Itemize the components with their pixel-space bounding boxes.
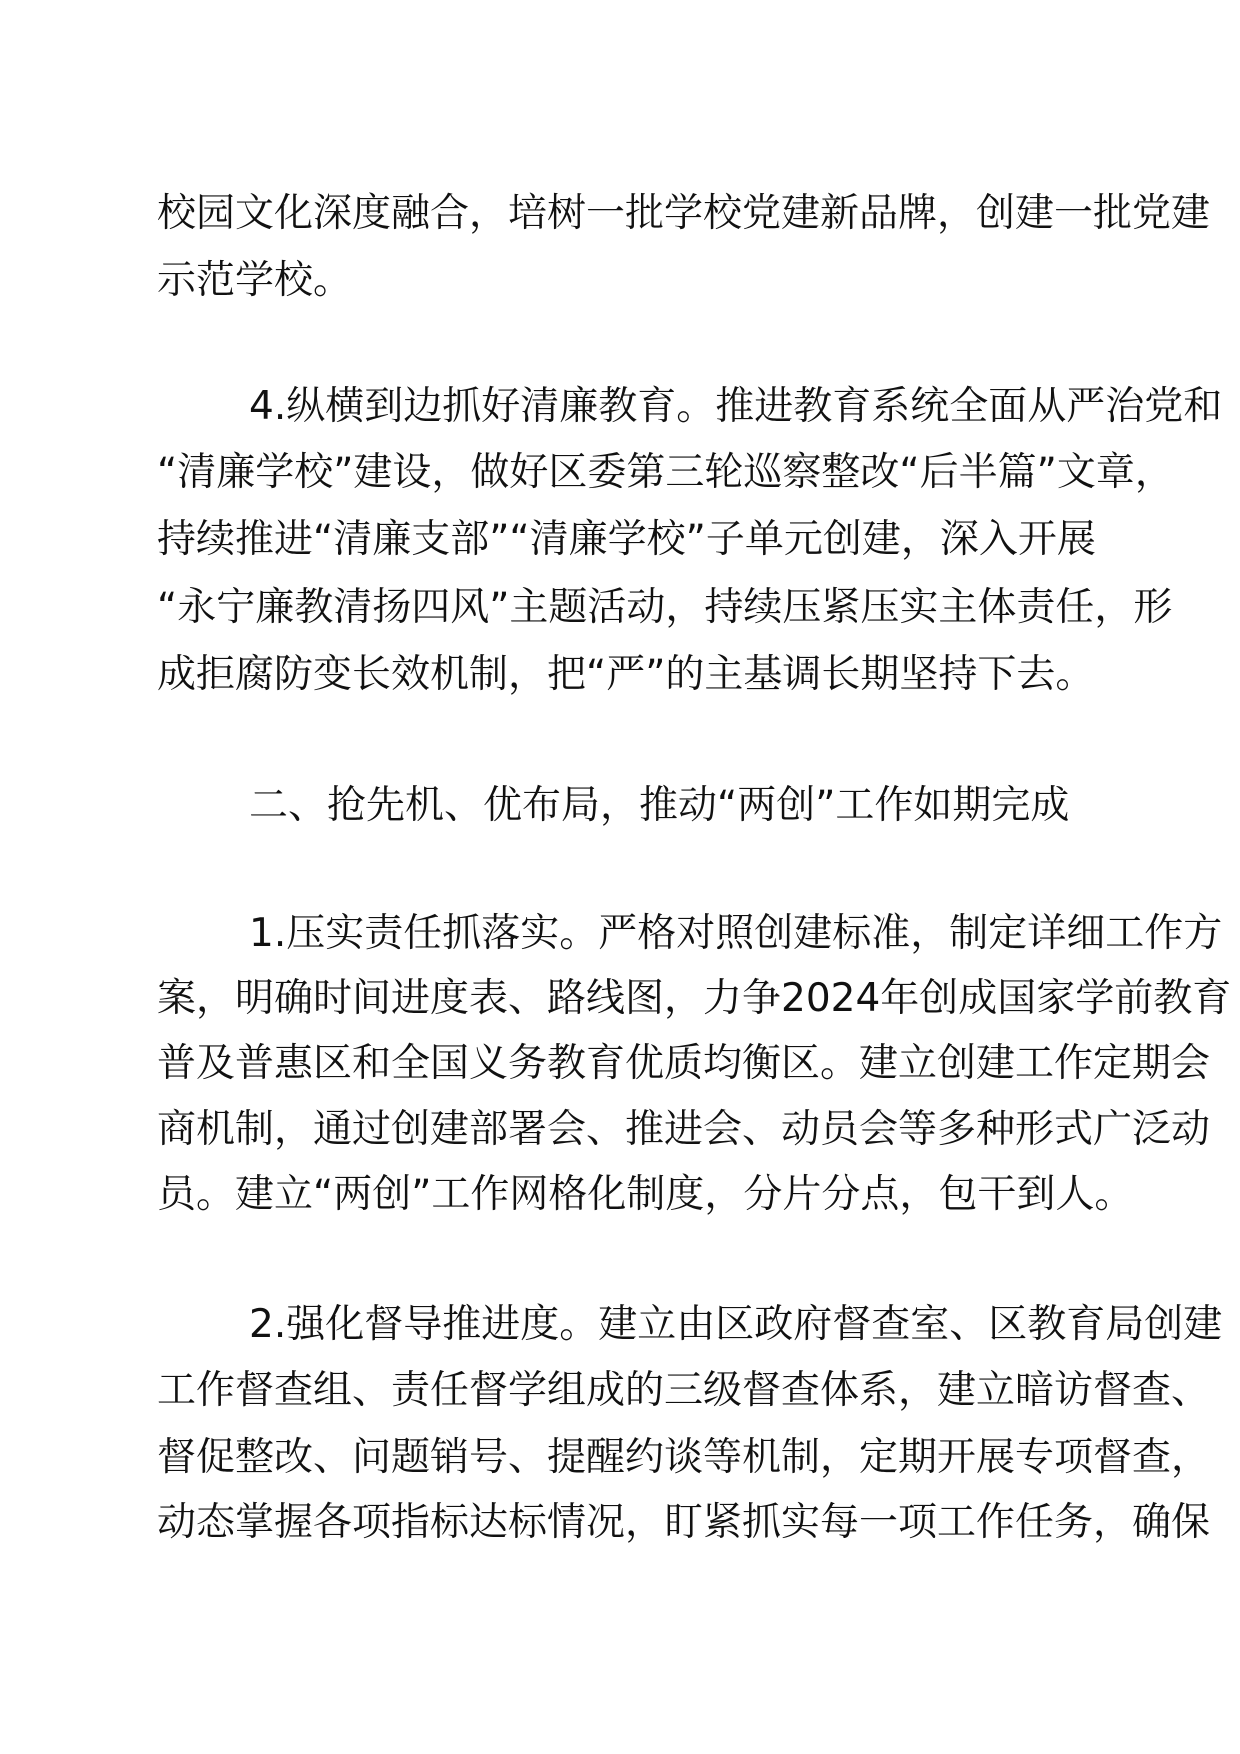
paragraph-line: 督促整改、问题销号、提醒约谈等机制，定期开展专项督查， [157, 1435, 1211, 1480]
section-heading: 二、抢先机、优布局，推动“两创”工作如期完成 [249, 783, 1070, 828]
paragraph-line: “永宁廉教清扬四风”主题活动，持续压紧压实主体责任，形 [157, 585, 1173, 630]
paragraph-line: 员。建立“两创”工作网格化制度，分片分点，包干到人。 [157, 1172, 1134, 1217]
paragraph-line: 校园文化深度融合，培树一批学校党建新品牌，创建一批党建 [157, 191, 1211, 236]
paragraph-line: 示范学校。 [157, 258, 353, 303]
paragraph-line: 持续推进“清廉支部”“清廉学校”子单元创建，深入开展 [157, 517, 1096, 562]
paragraph-line: 2.强化督导推进度。建立由区政府督查室、区教育局创建 [249, 1302, 1223, 1347]
paragraph-line: 成拒腐防变长效机制，把“严”的主基调长期坚持下去。 [157, 652, 1095, 697]
paragraph-line: 商机制，通过创建部署会、推进会、动员会等多种形式广泛动 [157, 1107, 1211, 1152]
paragraph-line: 1.压实责任抓落实。严格对照创建标准，制定详细工作方 [249, 911, 1223, 956]
paragraph-line: 工作督查组、责任督学组成的三级督查体系，建立暗访督查、 [157, 1368, 1211, 1413]
paragraph-line: “清廉学校”建设，做好区委第三轮巡察整改“后半篇”文章， [157, 450, 1174, 495]
paragraph-line: 4.纵横到边抓好清廉教育。推进教育系统全面从严治党和 [249, 384, 1223, 429]
paragraph-line: 案，明确时间进度表、路线图，力争2024年创成国家学前教育 [157, 976, 1232, 1021]
paragraph-line: 动态掌握各项指标达标情况，盯紧抓实每一项工作任务，确保 [157, 1500, 1211, 1545]
paragraph-line: 普及普惠区和全国义务教育优质均衡区。建立创建工作定期会 [157, 1041, 1211, 1086]
